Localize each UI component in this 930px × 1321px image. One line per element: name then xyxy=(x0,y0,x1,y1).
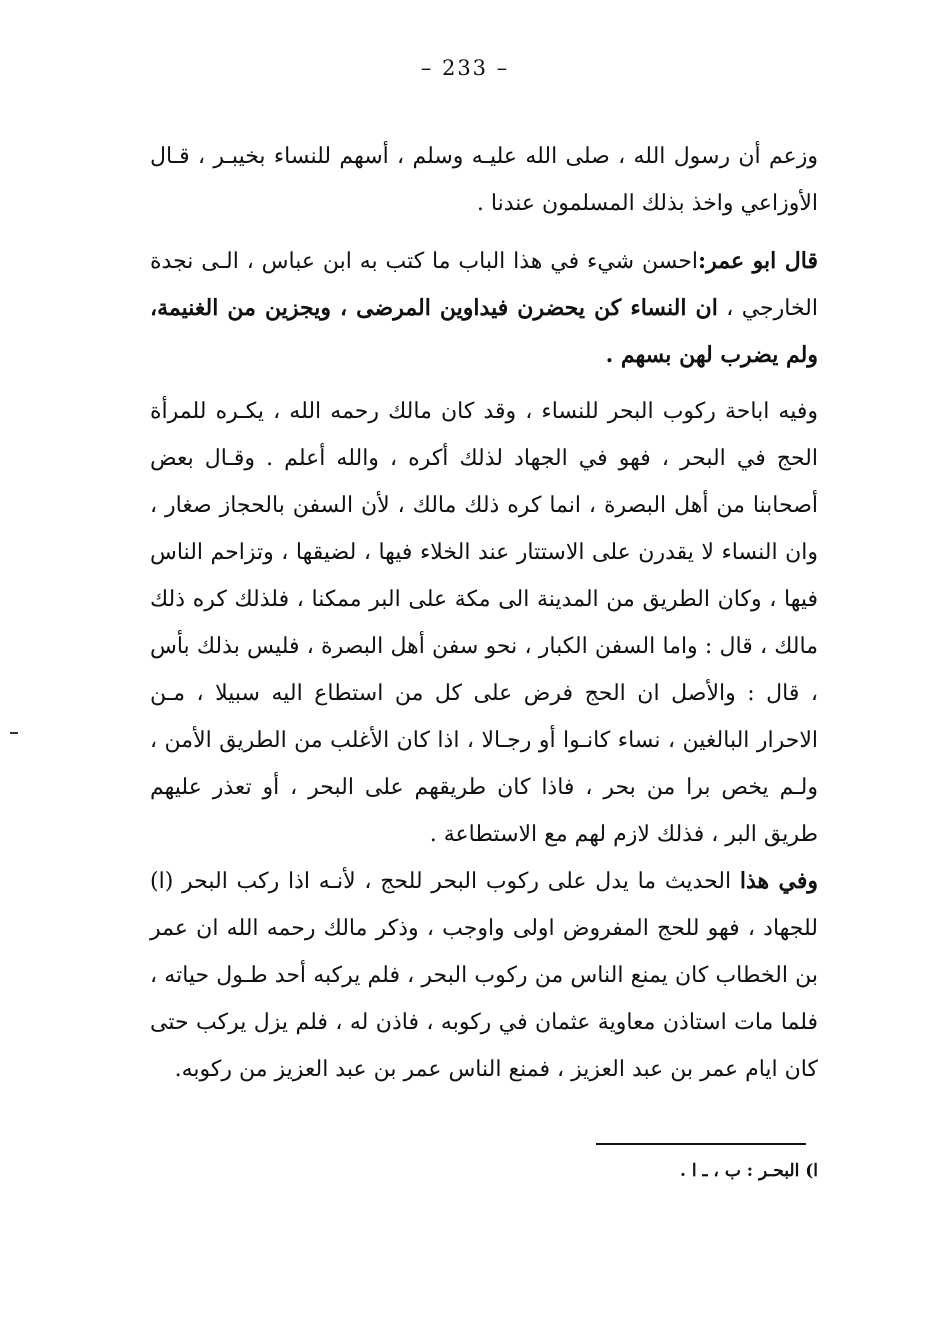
paragraph-3-text: وفيه اباحة ركوب البحر للنساء ، وقد كان مالك رحمه الله ، يكـره للمرأة الحج في البحر ، فهو في الجهاد لذلك أكره ، والله أعلم . وقـال بعض أصحابنا من أهل البصرة ، انما كره ذلك مالك ، لأن السفن بالحجاز صغار ، وان النساء لا يقدرن على الاستتار عند الخلاء فيها ، لضيقها ، وتزاحم الناس فيها ، وكان الطريق من المدينة الى مكة على البر ممكنا ، فلذلك كره ذلك مالك ، قال : واما السفن الكبار ، نحو سفن أهل البصرة ، فليس بذلك بأس ، قال : والأصل ان الحج فرض على كل من استطاع اليه سبيلا ، مـن الاحرار البالغين ، نساء كانـوا أو رجـالا ، اذا كان الأغلب من الطريق الأمن ، ولـم يخص برا من بحر ، فاذا كان طريقهم على البحر ، أو تعذر عليهم طريق البر ، فذلك لازم لهم مع الاستطاعة . xyxy=(150,399,818,847)
paragraph-1-text: وزعم أن رسول الله ، صلى الله عليـه وسلم ، أسهم للنساء بخيبـر ، قـال الأوزاعي واخذ بذلك المسلمون عندنا . xyxy=(150,144,818,216)
paragraph-4-lead: وفي هذا xyxy=(739,868,818,894)
paragraph-2-text: احسن شيء في هذا الباب ما كتب به ابن عباس ، الـى نجدة الخارجي ، xyxy=(150,249,818,321)
paragraph-4 xyxy=(150,858,818,1093)
paragraph-2-bold-text: ان النساء كن يحضرن فيداوين المرضى ، ويجزين من الغنيمة، ولم يضرب لهن بسهم . xyxy=(150,295,818,368)
footnote: ا) البحـر : ب ، ـ ا . xyxy=(680,1161,818,1181)
footnote-divider xyxy=(596,1143,806,1145)
margin-mark xyxy=(10,732,18,734)
paragraph-1 xyxy=(150,133,818,227)
paragraph-2-lead: قال ابو عمر: xyxy=(698,248,818,274)
paragraph-3 xyxy=(150,388,818,858)
page-number: – 233 – xyxy=(420,56,510,80)
paragraph-2 xyxy=(150,238,818,379)
paragraph-4-text: الحديث ما يدل على ركوب البحر للحج ، لأنـه اذا ركب البحر (ا) للجهاد ، فهو للحج المفروض اولى واوجب ، وذكر مالك رحمه الله ان عمر بن الخطاب كان يمنع الناس من ركوب البحر ، فلم يركبه أحد طـول حياته ، فلما مات استاذن معاوية عثمان في ركوبه ، فاذن له ، فلم يزل يركب حتى كان ايام عمر بن عبد العزيز ، فمنع الناس عمر بن عبد العزيز من ركوبه. xyxy=(150,869,818,1082)
